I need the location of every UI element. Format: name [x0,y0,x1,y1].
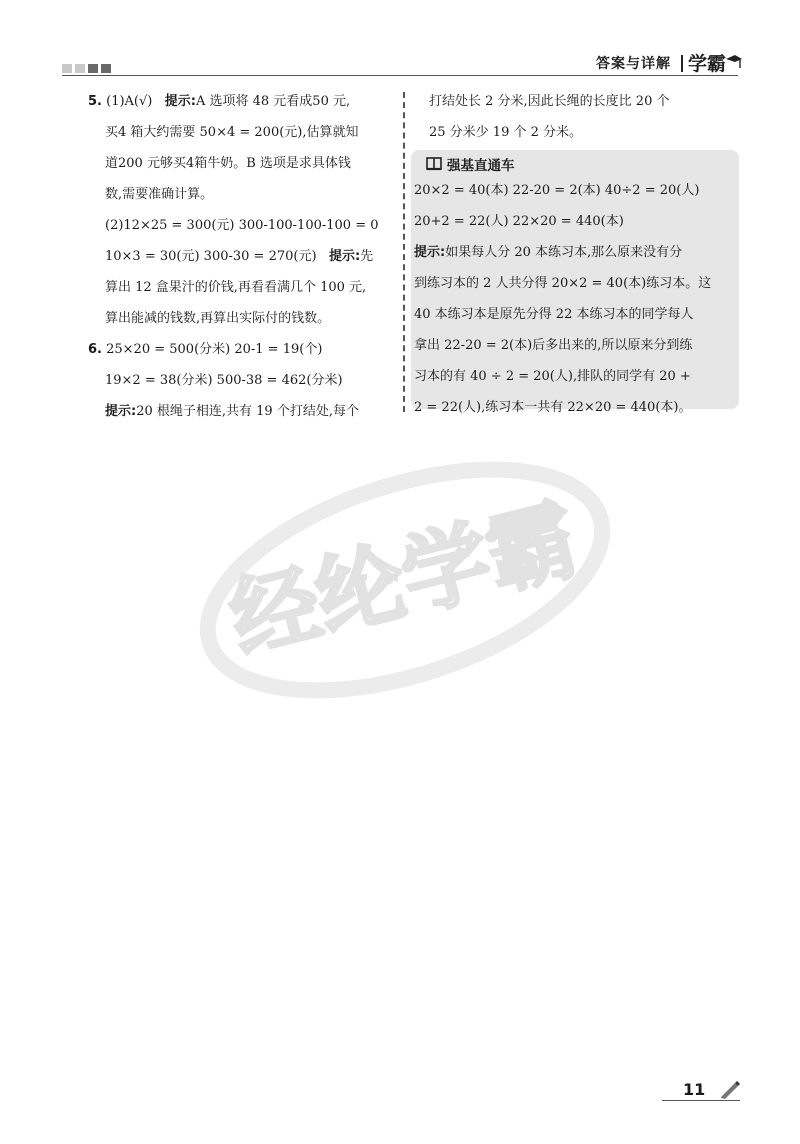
box-line: 2 = 22(人),练习本一共有 22×20 = 440(本)。 [414,400,692,415]
pencil-icon [719,1079,741,1099]
watermark-text: 经纶学霸 [220,486,587,673]
hint-label: 提示: [328,249,361,264]
header-square [75,64,85,73]
practice-box-content [414,175,736,423]
hint-label: 提示: [414,245,446,260]
left-column [88,86,394,427]
box-line: 拿出 22-20 = 2(本)后多出来的,所以原来分到练 [414,338,693,353]
book-icon [426,157,442,171]
header-square [101,64,111,73]
q5-line: 买4 箱大约需要 50×4 = 200(元),估算就知 [105,125,359,140]
header-square [62,64,72,73]
box-line: 提示:如果每人分 20 本练习本,那么原来没有分 [414,245,683,260]
q5-line: 5. (1)A(√) 提示:A 选项将 48 元看成50 元, [88,94,351,109]
header-square [88,64,98,73]
header-rule [62,75,738,76]
q5-line: (2)12×25 = 300(元) 300-100-100-100 = 0 [105,218,379,233]
q5-line: 数,需要准确计算。 [105,187,214,202]
box-line: 习本的有 40 ÷ 2 = 20(人),排队的同学有 20 + [414,369,691,384]
q5-line: 道200 元够买4箱牛奶。B 选项是求具体钱 [105,156,351,171]
box-line: 40 本练习本是原先分得 22 本练习本的同学每人 [414,307,694,322]
header-title: 答案与详解 [596,56,671,72]
q5-line: 算出 12 盒果汁的价钱,再看看满几个 100 元, [105,280,367,295]
q5-line: 10×3 = 30(元) 300-30 = 270(元) 提示:先 [105,249,374,264]
q6-line: 19×2 = 38(分米) 500-38 = 462(分米) [105,373,343,388]
practice-box-heading [426,154,515,174]
q5-line: 算出能减的钱数,再算出实际付的钱数。 [105,311,331,326]
header-brand: 学霸 [688,53,727,75]
page-number: 11 [683,1080,706,1099]
q6-line: 6. 25×20 = 500(分米) 20-1 = 19(个) [88,342,323,357]
hint-label: 提示: [164,94,196,109]
footer-rule [662,1100,740,1101]
column-divider [403,92,405,412]
watermark [190,455,620,705]
box-line: 20×2 = 40(本) 22-20 = 2(本) 40÷2 = 20(人) [414,183,700,198]
header-decoration [62,64,111,73]
q6-continuation-line: 打结处长 2 分米,因此长绳的长度比 20 个 [429,94,670,109]
header-separator [681,55,683,72]
hint-label: 提示: [105,404,137,419]
practice-box-title: 强基直通车 [447,158,515,174]
q6-continuation-line: 25 分米少 19 个 2 分米。 [429,125,583,140]
q6-line: 提示:20 根绳子相连,共有 19 个打结处,每个 [105,404,359,419]
box-line: 20+2 = 22(人) 22×20 = 440(本) [414,214,624,229]
graduation-cap-icon [726,54,742,70]
question-number: 6. [88,342,102,357]
question-number: 5. [88,94,102,109]
right-column [412,86,740,148]
box-line: 到练习本的 2 人共分得 20×2 = 40(本)练习本。这 [414,276,712,291]
